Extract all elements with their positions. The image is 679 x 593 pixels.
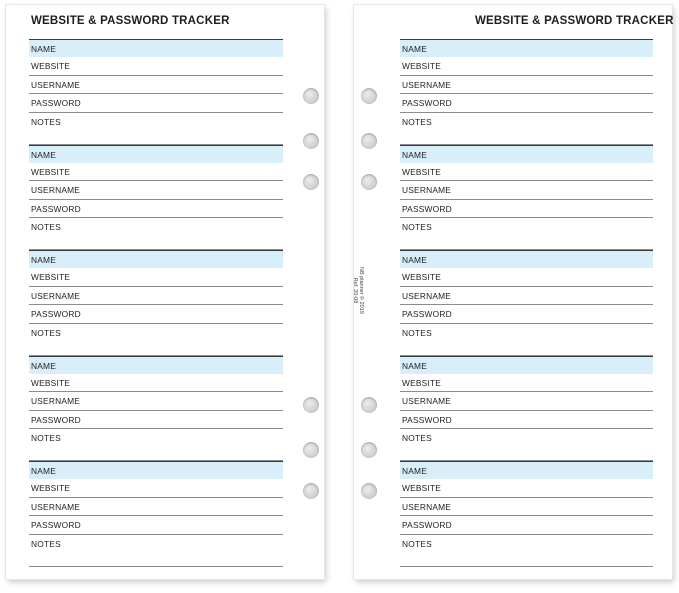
username-field[interactable]: USERNAME [400,181,653,200]
page-title: WEBSITE & PASSWORD TRACKER [475,15,674,27]
page-title: WEBSITE & PASSWORD TRACKER [31,15,230,27]
credit-line-2: Ref. 20-08 [352,277,358,304]
password-field[interactable]: PASSWORD [400,94,653,113]
name-field[interactable]: NAME [400,250,653,268]
password-field[interactable]: PASSWORD [29,94,283,113]
website-field[interactable]: WEBSITE [400,268,653,287]
name-field[interactable]: NAME [29,461,283,479]
password-field[interactable]: PASSWORD [29,411,283,430]
name-field[interactable]: NAME [29,356,283,374]
password-field[interactable]: PASSWORD [29,305,283,324]
right-page [354,5,672,579]
username-field[interactable]: USERNAME [29,76,283,95]
name-field[interactable]: NAME [400,356,653,374]
password-field[interactable]: PASSWORD [29,200,283,219]
notes-field[interactable]: NOTES [402,327,432,338]
name-field[interactable]: NAME [400,461,653,479]
binder-hole [303,88,319,104]
notes-field[interactable]: NOTES [31,433,61,443]
website-field[interactable]: WEBSITE [400,163,653,182]
password-field[interactable]: PASSWORD [400,200,653,219]
tracker-entry [29,250,283,356]
binder-hole [361,442,377,458]
password-field[interactable]: PASSWORD [400,516,653,535]
tracker-entry [400,250,653,356]
tracker-entry [400,461,653,567]
notes-field[interactable]: NOTES [402,433,432,443]
name-field[interactable]: NAME [400,39,653,57]
username-field[interactable]: USERNAME [400,498,653,517]
username-field[interactable]: USERNAME [400,76,653,95]
credit-line-1: NB planner © 2019 [358,267,364,314]
username-field[interactable]: USERNAME [29,287,283,306]
name-field[interactable]: NAME [29,145,283,163]
username-field[interactable]: USERNAME [29,498,283,517]
website-field[interactable]: WEBSITE [400,374,653,393]
password-field[interactable]: PASSWORD [400,411,653,430]
password-field[interactable]: PASSWORD [400,305,653,324]
website-field[interactable]: WEBSITE [29,57,283,76]
binder-hole [361,133,377,149]
tracker-entry [400,145,653,251]
entry-list [29,39,283,567]
binder-hole [361,174,377,190]
notes-field[interactable]: NOTES [31,116,61,127]
website-field[interactable]: WEBSITE [29,479,283,498]
tracker-entry [29,39,283,145]
notes-field[interactable]: NOTES [31,222,61,232]
binder-hole [361,88,377,104]
name-field[interactable]: NAME [400,145,653,163]
binder-hole [303,483,319,499]
entry-list [400,39,653,567]
website-field[interactable]: WEBSITE [400,57,653,76]
binder-hole [303,174,319,190]
binder-hole [303,442,319,458]
username-field[interactable]: USERNAME [29,392,283,411]
name-field[interactable]: NAME [29,250,283,268]
binder-hole [361,483,377,499]
notes-field[interactable]: NOTES [402,116,432,127]
notes-field[interactable]: NOTES [31,538,61,549]
binder-hole [361,397,377,413]
tracker-entry [400,356,653,462]
website-field[interactable]: WEBSITE [29,374,283,393]
tracker-entry [29,145,283,251]
password-field[interactable]: PASSWORD [29,516,283,535]
username-field[interactable]: USERNAME [400,287,653,306]
publisher-credit [352,267,364,314]
notes-field[interactable]: NOTES [31,327,61,338]
username-field[interactable]: USERNAME [400,392,653,411]
notes-field[interactable]: NOTES [402,538,432,549]
tracker-entry [29,461,283,567]
binder-hole [303,397,319,413]
binder-hole [303,133,319,149]
tracker-entry [29,356,283,462]
name-field[interactable]: NAME [29,39,283,57]
notes-field[interactable]: NOTES [402,222,432,232]
website-field[interactable]: WEBSITE [29,163,283,182]
tracker-entry [400,39,653,145]
left-page [6,5,324,579]
username-field[interactable]: USERNAME [29,181,283,200]
website-field[interactable]: WEBSITE [29,268,283,287]
website-field[interactable]: WEBSITE [400,479,653,498]
